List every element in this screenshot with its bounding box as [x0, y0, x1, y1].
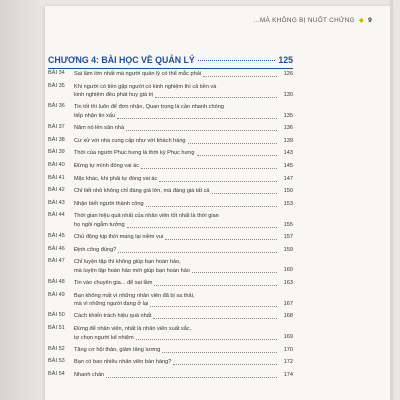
toc-entry-line-text: Tin tốt thì luôn để đơn nhận, Quan trọng là cần nhanh chóng [74, 104, 224, 111]
toc-leader-dots [162, 346, 277, 353]
toc-leader-dots [155, 91, 277, 98]
toc-entry[interactable] [48, 137, 293, 146]
toc-entry-line-text: Chỉ luyện tập thì không giúp bạn hoàn hảo, [74, 259, 181, 266]
toc-entry-number: BÀI 35 [48, 82, 65, 89]
toc-entry-page: 159 [283, 246, 293, 253]
toc-entry-title [74, 258, 279, 275]
toc-leader-dots [192, 267, 277, 274]
toc-entry-page: 163 [283, 280, 293, 287]
toc-entry-number: BÀI 45 [48, 233, 65, 240]
toc-entry-title [74, 246, 279, 255]
toc-entry-title [74, 83, 279, 100]
toc-entry[interactable] [48, 70, 293, 79]
diamond-icon: ◆ [358, 17, 365, 24]
toc-entry-number: BÀI 34 [48, 70, 65, 76]
toc-entry-line-text: Mặc khác, khi phải tự đóng vai ác [74, 175, 158, 182]
toc-leader-dots [212, 187, 277, 194]
chapter-title: CHƯƠNG 4: BÀI HỌC VỀ QUẢN LÝ [48, 55, 195, 65]
toc-leader-dots [159, 175, 277, 182]
toc-entry-page: 172 [283, 359, 293, 366]
toc-entry[interactable] [48, 103, 293, 120]
toc-entry-line [74, 137, 279, 146]
toc-entry-page: 155 [283, 221, 293, 228]
toc-entry-line [74, 212, 279, 221]
toc-entry-line [74, 112, 279, 121]
toc-entry-line-text: Thời của người Phục hưng là thời kỳ Phục hưng [74, 150, 195, 157]
toc-entry-page: 168 [283, 313, 293, 320]
toc-entry-number: BÀI 50 [48, 312, 65, 319]
table-of-contents [48, 70, 293, 380]
toc-entry-number: BÀI 46 [48, 245, 65, 252]
toc-entry[interactable] [48, 371, 293, 380]
toc-entry-page: 153 [283, 200, 293, 207]
toc-leader-dots [117, 112, 277, 119]
chapter-page: 125 [278, 55, 293, 65]
toc-entry-line-text: mà luyện tập hoàn hảo mới giúp bạn hoàn hảo [74, 267, 190, 274]
toc-entry-line [74, 325, 279, 334]
toc-leader-dots [126, 124, 277, 131]
toc-leader-dots [146, 200, 277, 207]
toc-entry[interactable] [48, 187, 293, 196]
toc-entry-line [74, 175, 279, 184]
toc-entry-line-text: họ ngồi ngẫm tưởng [74, 221, 125, 228]
toc-entry-title [74, 103, 279, 120]
toc-entry-title [74, 137, 279, 146]
toc-entry-page: 157 [283, 234, 293, 241]
toc-entry[interactable] [48, 325, 293, 342]
toc-entry-line-text: Cách khiến trách hiệu quả nhất [74, 313, 152, 320]
toc-entry-number: BÀI 54 [48, 371, 65, 377]
toc-entry-line [74, 70, 279, 79]
toc-entry-title [74, 233, 279, 242]
toc-entry-line-text: Bạn không mất vì những nhân viên đã bị sa thải, [74, 292, 195, 299]
toc-entry-page: 169 [283, 334, 293, 341]
toc-entry-title [74, 312, 279, 321]
toc-entry-title [74, 187, 279, 196]
toc-entry-page: 130 [283, 91, 293, 98]
toc-leader-dots [141, 162, 277, 169]
toc-entry-line-text: Đừng tự mình đóng vai ác [74, 162, 140, 169]
toc-entry[interactable] [48, 358, 293, 367]
toc-entry-page: 150 [283, 188, 293, 195]
toc-entry-number: BÀI 47 [48, 258, 65, 265]
toc-entry-title [74, 124, 279, 133]
toc-entry-title [74, 149, 279, 158]
toc-entry-line-text: Sai lầm lớn nhất mà người quản lý có thể mắc phải [74, 71, 202, 77]
toc-entry[interactable] [48, 124, 293, 133]
toc-entry-line-text: tiếp nhận tin xấu [74, 112, 116, 119]
toc-entry-number: BÀI 42 [48, 187, 65, 194]
toc-entry-number: BÀI 44 [48, 212, 65, 219]
toc-entry-line-text: Tin vào chuyên gia... để sai lầm [74, 280, 153, 287]
toc-entry-line [74, 91, 279, 100]
toc-entry[interactable] [48, 312, 293, 321]
toc-entry[interactable] [48, 346, 293, 355]
toc-entry-line-text: Nhanh chân [74, 372, 105, 378]
toc-entry[interactable] [48, 279, 293, 288]
running-header-title: ...MÀ KHÔNG BỊ NUỐT CHỬNG [253, 17, 355, 24]
toc-entry-title [74, 162, 279, 171]
toc-entry-line [74, 371, 279, 380]
toc-entry[interactable] [48, 233, 293, 242]
toc-entry-title [74, 346, 279, 355]
toc-entry-number: BÀI 53 [48, 358, 65, 365]
toc-leader-dots [150, 300, 277, 307]
toc-leader-dots [153, 312, 277, 319]
toc-entry-line [74, 83, 279, 92]
toc-entry-title [74, 200, 279, 209]
running-header [254, 16, 372, 24]
toc-entry-title [74, 325, 279, 342]
toc-entry-line-text: Nhận biết người thành công [74, 200, 144, 207]
toc-entry-title [74, 279, 279, 288]
chapter-heading [48, 55, 293, 65]
toc-entry-line [74, 124, 279, 133]
toc-entry-page: 167 [283, 300, 293, 307]
toc-entry[interactable] [48, 292, 293, 309]
toc-entry-page: 147 [283, 175, 293, 182]
toc-entry-line-text: Đừng để nhân viên, nhất là nhân viên xuất sắc, [74, 326, 192, 333]
toc-entry-number: BÀI 40 [48, 161, 65, 168]
toc-leader-dots [165, 233, 277, 240]
toc-entry[interactable] [48, 175, 293, 184]
toc-entry-line-text: Năm nó lên sân nhà [74, 125, 125, 132]
toc-entry-page: 139 [283, 137, 293, 144]
toc-entry-number: BÀI 49 [48, 291, 65, 298]
toc-entry[interactable] [48, 83, 293, 100]
chapter-leader-dots [198, 60, 276, 61]
toc-entry-line [74, 246, 279, 255]
toc-entry-line [74, 103, 279, 112]
toc-leader-dots [188, 137, 277, 144]
toc-entry-line [74, 149, 279, 158]
toc-entry-line [74, 279, 279, 288]
toc-leader-dots [197, 149, 277, 156]
page-number: 9 [368, 17, 372, 24]
toc-leader-dots [118, 246, 277, 253]
toc-entry-line-text: Cư xử với nhà cung cấp như với khách hàng [74, 137, 186, 144]
chapter-rule [48, 68, 293, 69]
toc-entry-title [74, 70, 279, 79]
toc-entry-page: 135 [283, 112, 293, 119]
toc-entry-line-text: mà vì những người đang ở lại [74, 301, 149, 308]
toc-entry-number: BÀI 36 [48, 103, 65, 110]
toc-leader-dots [127, 221, 277, 228]
toc-entry-number: BÀI 43 [48, 199, 65, 206]
toc-entry-line [74, 334, 279, 343]
toc-entry-number: BÀI 39 [48, 149, 65, 156]
toc-leader-dots [173, 358, 277, 365]
page-edge [390, 0, 393, 400]
toc-entry-title [74, 358, 279, 367]
toc-entry-line [74, 312, 279, 321]
toc-entry-line-text: kinh nghiệm đều phát huy giá trị [74, 92, 154, 99]
toc-leader-dots [203, 70, 277, 77]
toc-entry-number: BÀI 37 [48, 124, 65, 131]
toc-entry-title [74, 292, 279, 309]
toc-entry-line [74, 292, 279, 301]
toc-entry-title [74, 371, 279, 380]
toc-entry-line [74, 162, 279, 171]
toc-leader-dots [136, 334, 277, 341]
toc-entry-number: BÀI 48 [48, 279, 65, 286]
toc-entry-number: BÀI 41 [48, 174, 65, 181]
toc-entry-title [74, 175, 279, 184]
toc-entry-page: 126 [283, 71, 293, 77]
toc-entry-line [74, 233, 279, 242]
toc-entry-line-text: tự chọn người kế nhiệm [74, 334, 134, 341]
toc-entry-number: BÀI 52 [48, 345, 65, 352]
toc-entry-line [74, 358, 279, 367]
toc-entry-line [74, 258, 279, 267]
toc-entry-number: BÀI 38 [48, 136, 65, 143]
toc-entry-page: 160 [283, 267, 293, 274]
toc-entry-number: BÀI 51 [48, 325, 65, 332]
toc-entry-page: 174 [283, 372, 293, 378]
toc-entry[interactable] [48, 162, 293, 171]
toc-entry-page: 170 [283, 346, 293, 353]
toc-entry-line [74, 221, 279, 230]
toc-entry-page: 145 [283, 162, 293, 169]
toc-entry[interactable] [48, 149, 293, 158]
toc-entry-page: 143 [283, 150, 293, 157]
toc-entry-title [74, 212, 279, 229]
toc-entry-line-text: Chủ động kịp thời mang lại niềm vui [74, 234, 164, 241]
toc-entry-line [74, 300, 279, 309]
toc-leader-dots [154, 279, 277, 286]
toc-entry[interactable] [48, 246, 293, 255]
toc-entry-line [74, 187, 279, 196]
toc-entry-line-text: Chỉ tiết nhỏ không chỉ đáng giá lớn, mà đáng giá tất cả [74, 188, 210, 195]
toc-entry[interactable] [48, 200, 293, 209]
toc-entry-line-text: Bạn có bao nhiêu nhân viên bán hàng? [74, 359, 172, 366]
toc-entry-line [74, 267, 279, 276]
toc-entry-line-text: Thời gian hiệu quả nhất của nhân viên tốt nhất là thời gian [74, 213, 219, 220]
toc-leader-dots [106, 371, 277, 378]
toc-entry-line [74, 346, 279, 355]
book-gutter [0, 0, 45, 400]
toc-entry-line-text: Định công đúng? [74, 246, 117, 253]
toc-entry[interactable] [48, 212, 293, 229]
toc-entry-page: 136 [283, 125, 293, 132]
toc-entry-line-text: Tăng cơ hội thảo, giảm tăng lương [74, 346, 161, 353]
toc-entry-line-text: Khi người có tiền gặp người có kinh nghiệm thì cả tiền và [74, 83, 217, 90]
toc-entry[interactable] [48, 258, 293, 275]
toc-entry-line [74, 200, 279, 209]
